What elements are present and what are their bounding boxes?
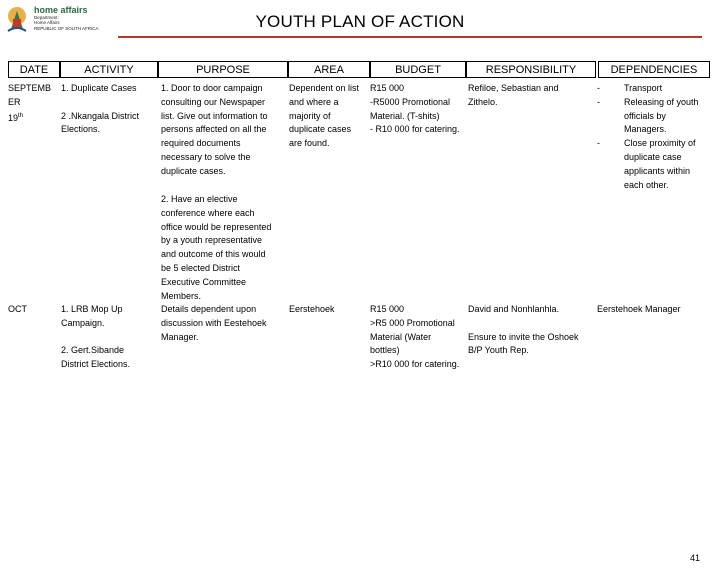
page-title: YOUTH PLAN OF ACTION [255,12,465,31]
row1-activity: 1. Duplicate Cases 2 .Nkangala District Elections. [61,83,140,135]
row1-responsibility: Refiloe, Sebastian and Zithelo. [468,83,559,107]
row2-budget: R15 000 >R5 000 Promotional Material (Water bottles) >R10 000 for catering. [370,304,460,370]
logo-brand: home affairs [34,5,88,15]
title-rule [118,36,702,38]
header-budget: BUDGET [370,61,466,78]
row1-area: Dependent on list and where a majority of duplicate cases are found. [289,83,360,149]
header-activity: ACTIVITY [60,61,158,78]
header-responsibility: RESPONSIBILITY [466,61,596,78]
row2-dependencies: Eerstehoek Manager [597,304,681,314]
row1-dependencies: Transport Releasing of youth officials by Managers. Close proximity of duplicate case applicants within each other. [624,83,699,190]
row2-responsibility: David and Nonhlanhla. [468,304,560,314]
row2-area: Eerstehoek [289,304,335,314]
row1-purpose-2: 2. Have an elective conference where each office would be represented by a youth representative and outcome of this would be 5 elected District Executive Committee Members. [161,194,272,301]
dependency-dash: - [597,83,600,93]
row1-date: SEPTEMB ER 19th [8,83,52,123]
row2-date: OCT [8,304,27,314]
header-date: DATE [8,61,60,78]
page-number: 41 [689,553,700,563]
logo-line: Department: [34,15,59,20]
header-dependencies: DEPENDENCIES [598,61,710,78]
dependency-dash: - [597,138,600,149]
row1-purpose: 1. Door to door campaign consulting our Newspaper list. Give out information to persons affected on all the required documents necessary to solve the duplicate cases. [161,83,268,176]
row2-activity: 1. LRB Mop Up Campaign. 2. Gert.Sibande District Elections. [61,304,131,370]
row2-responsibility-note: Ensure to invite the Oshoek B/P Youth Rep. [468,331,579,356]
dependency-dash: - [597,96,600,107]
header-area: AREA [288,61,370,78]
logo-line: REPUBLIC OF SOUTH AFRICA [34,26,99,31]
row2-purpose: Details dependent upon discussion with Eestehoek Manager. [161,304,267,342]
header-purpose: PURPOSE [158,61,288,78]
logo-line: Home Affairs [34,20,60,25]
row1-budget: R15 000 -R5000 Promotional Material. (T-shits) - R10 000 for catering. [370,83,460,135]
